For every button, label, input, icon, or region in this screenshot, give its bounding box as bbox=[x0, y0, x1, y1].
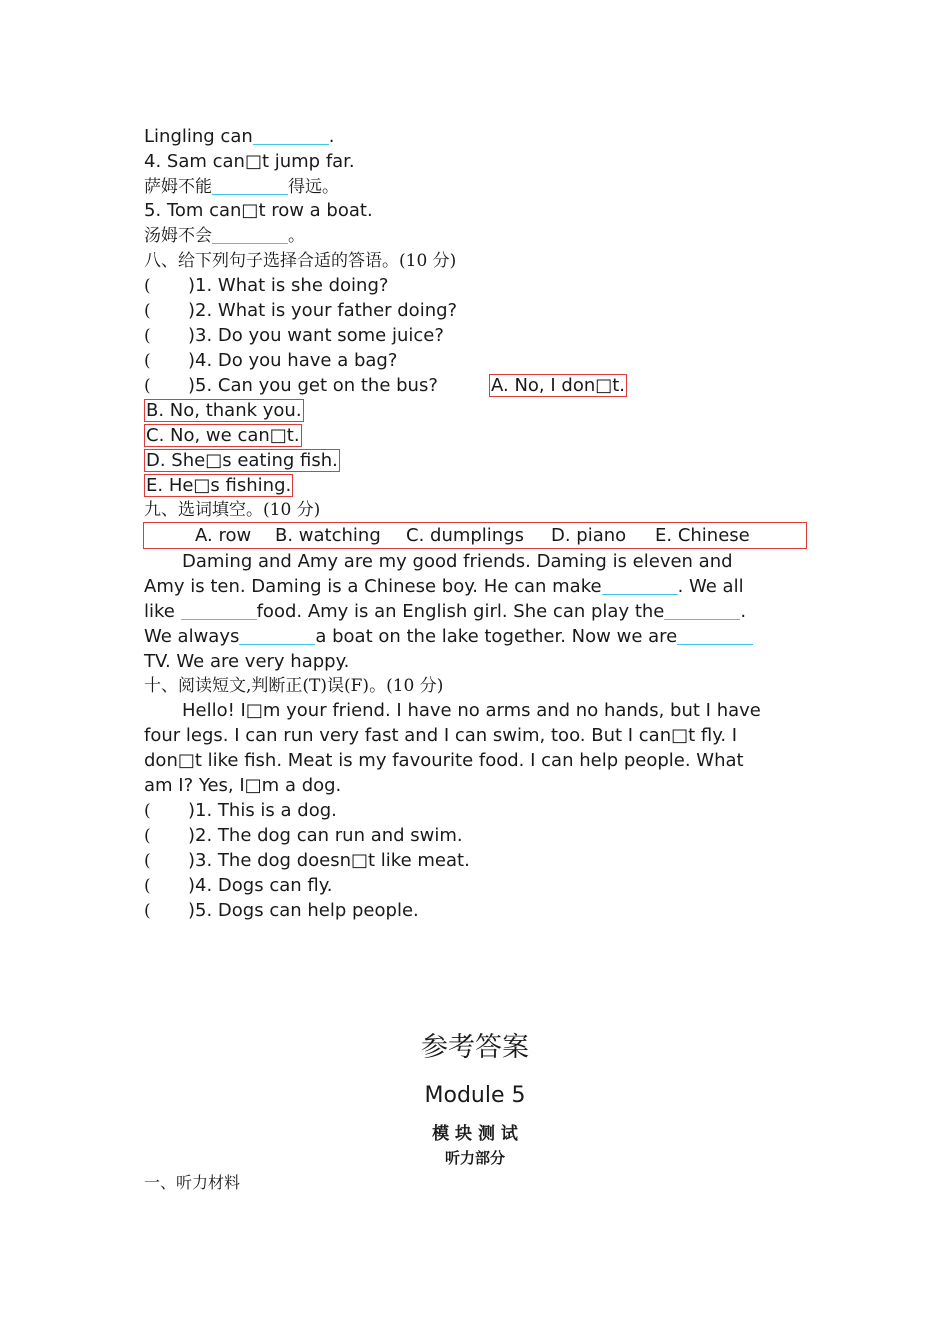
reading-line: don□t like fish. Meat is my favourite food. I can help people. What bbox=[144, 750, 744, 771]
word-bank bbox=[143, 522, 807, 549]
answer-paren[interactable]: ( bbox=[144, 851, 151, 871]
match-question: ( )1. What is she doing? bbox=[144, 275, 389, 296]
answer-paren[interactable]: ( bbox=[144, 276, 151, 296]
section-8-heading: 八、给下列句子选择合适的答语。(10 分) bbox=[144, 251, 457, 271]
answer-paren[interactable]: ( bbox=[144, 876, 151, 896]
passage-line: We always a boat on the lake together. Now we are bbox=[144, 625, 753, 649]
answer-blank[interactable] bbox=[677, 626, 753, 645]
word-option: A. row bbox=[195, 525, 252, 546]
module-title: Module 5 bbox=[424, 1083, 526, 1108]
match-question: ( )5. Can you get on the bus? bbox=[144, 375, 438, 396]
reading-line: four legs. I can run very fast and I can swim, too. But I can□t fly. I bbox=[144, 725, 738, 746]
listening-item-1: 一、听力材料 bbox=[144, 1173, 241, 1192]
test-title: 模 块 测 试 bbox=[432, 1124, 518, 1144]
match-question: ( )2. What is your father doing? bbox=[144, 300, 458, 321]
answer-paren[interactable]: ( bbox=[144, 376, 151, 396]
reading-line: Hello! I□m your friend. I have no arms and no hands, but I have bbox=[182, 700, 761, 721]
fill-line-lingling: Lingling can . bbox=[144, 126, 335, 147]
answer-blank[interactable] bbox=[239, 626, 315, 645]
tf-statement: ( )4. Dogs can fly. bbox=[144, 875, 333, 896]
answer-paren[interactable]: ( bbox=[144, 301, 151, 321]
passage-line: TV. We are very happy. bbox=[144, 651, 350, 672]
passage-line: Amy is ten. Daming is a Chinese boy. He can make . We all bbox=[144, 576, 744, 597]
word-option: C. dumplings bbox=[406, 525, 525, 546]
passage-line: Daming and Amy are my good friends. Daming is eleven and bbox=[182, 551, 733, 572]
answer-paren[interactable]: ( bbox=[144, 351, 151, 371]
listening-title: 听力部分 bbox=[444, 1149, 505, 1167]
answer-key-title: 参考答案 bbox=[421, 1032, 529, 1063]
tf-statement: ( )5. Dogs can help people. bbox=[144, 900, 419, 921]
word-option: E. Chinese bbox=[655, 525, 750, 546]
answer-option-a: A. No, I don□t. bbox=[491, 375, 626, 396]
answer-paren[interactable]: ( bbox=[144, 826, 151, 846]
answer-paren[interactable]: ( bbox=[144, 326, 151, 346]
answer-blank[interactable] bbox=[212, 176, 288, 195]
section-10-heading: 十、阅读短文,判断正(T)误(F)。(10 分) bbox=[144, 676, 444, 696]
answer-blank[interactable] bbox=[181, 601, 257, 620]
answer-option-c: C. No, we can□t. bbox=[146, 425, 300, 446]
section-9-heading: 九、选词填空。(10 分) bbox=[144, 500, 321, 520]
question-4-cn: 萨姆不能 得远。 bbox=[144, 177, 339, 197]
answer-paren[interactable]: ( bbox=[144, 901, 151, 921]
passage-line: like food. Amy is an English girl. She can play the . bbox=[144, 601, 747, 622]
match-question: ( )4. Do you have a bag? bbox=[144, 350, 398, 371]
answer-paren[interactable]: ( bbox=[144, 801, 151, 821]
tf-statement: ( )1. This is a dog. bbox=[144, 800, 337, 821]
tf-statement: ( )2. The dog can run and swim. bbox=[144, 825, 463, 846]
word-option: D. piano bbox=[551, 525, 627, 546]
question-5-en: 5. Tom can□t row a boat. bbox=[144, 200, 373, 221]
answer-blank[interactable] bbox=[664, 601, 740, 620]
match-question: ( )3. Do you want some juice? bbox=[144, 325, 444, 346]
question-4-en: 4. Sam can□t jump far. bbox=[144, 151, 355, 172]
word-option: B. watching bbox=[275, 525, 381, 546]
answer-option-e: E. He□s fishing. bbox=[146, 475, 292, 496]
answer-option-d: D. She□s eating fish. bbox=[146, 450, 338, 471]
question-5-cn: 汤姆不会 。 bbox=[144, 226, 305, 246]
answer-option-b: B. No, thank you. bbox=[146, 400, 302, 421]
tf-statement: ( )3. The dog doesn□t like meat. bbox=[144, 850, 470, 871]
answer-blank[interactable] bbox=[212, 225, 288, 244]
answer-blank[interactable] bbox=[253, 126, 329, 145]
reading-line: am I? Yes, I□m a dog. bbox=[144, 775, 342, 796]
answer-blank[interactable] bbox=[602, 576, 678, 595]
